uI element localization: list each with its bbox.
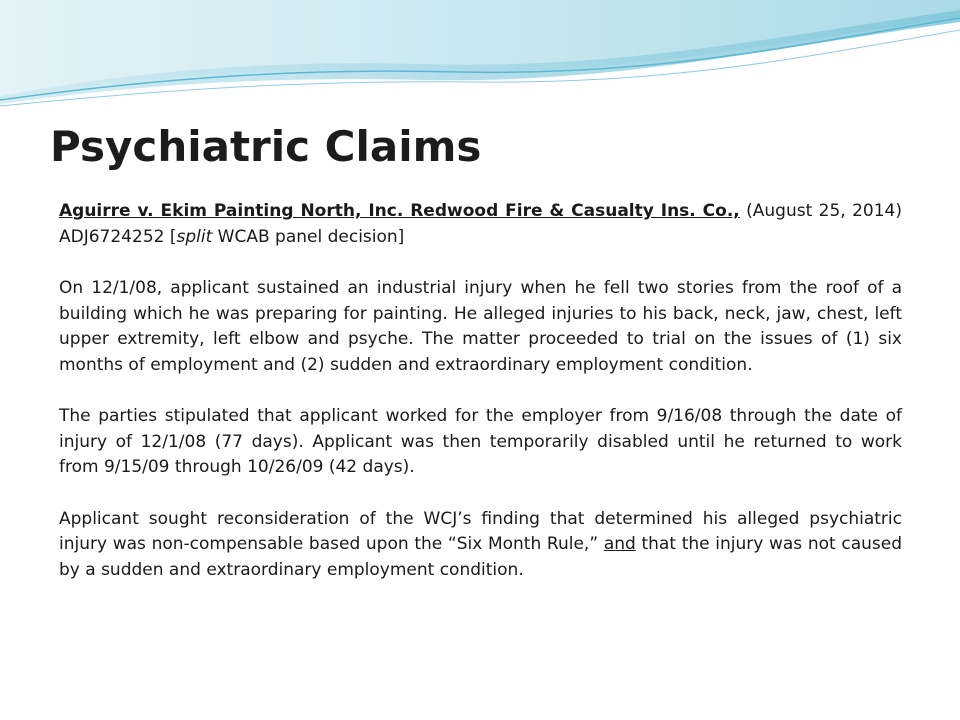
paragraph-injury: On 12/1/08, applicant sustained an industrial injury when he fell two stories from the roof of a building which he was preparing for painting. He alleged injuries to his back, neck, jaw, chest, left upper extremity, left elbow and psyche. The matter proceeded to trial on the issues of (1) six months of employment and (2) sudden and extraordinary employment condition. [59, 278, 902, 375]
header-wave-decoration [0, 0, 960, 110]
paragraph-stipulation: The parties stipulated that applicant worked for the employer from 9/16/08 through the date of injury of 12/1/08 (77 days). Applicant was then temporarily disabled until he returned to work from 9/15/09 through 10/26/09 (42 days). [59, 406, 902, 477]
underlined-and: and [603, 534, 636, 554]
reconsideration-pre: Applicant sought reconsideration of the WCJ’s finding that determined his alleged psychiatric injury was non-compensable based upon the “Six Month Rule,” [59, 508, 902, 554]
case-name: Aguirre v. Ekim Painting North, Inc. Redwood Fire & Casualty Ins. Co., [59, 201, 740, 221]
paragraph-reconsideration [59, 507, 902, 584]
citation-pre: (August 25, 2014) ADJ6724252 [ [59, 201, 902, 247]
citation-post: WCAB panel decision] [212, 226, 405, 247]
slide-body [59, 199, 902, 583]
citation-italic: split [176, 226, 213, 247]
reconsideration-post: that the injury was not caused by a sudden and extraordinary employment condition. [59, 534, 903, 580]
page-title: Psychiatric Claims [50, 122, 482, 171]
case-citation [59, 199, 902, 250]
